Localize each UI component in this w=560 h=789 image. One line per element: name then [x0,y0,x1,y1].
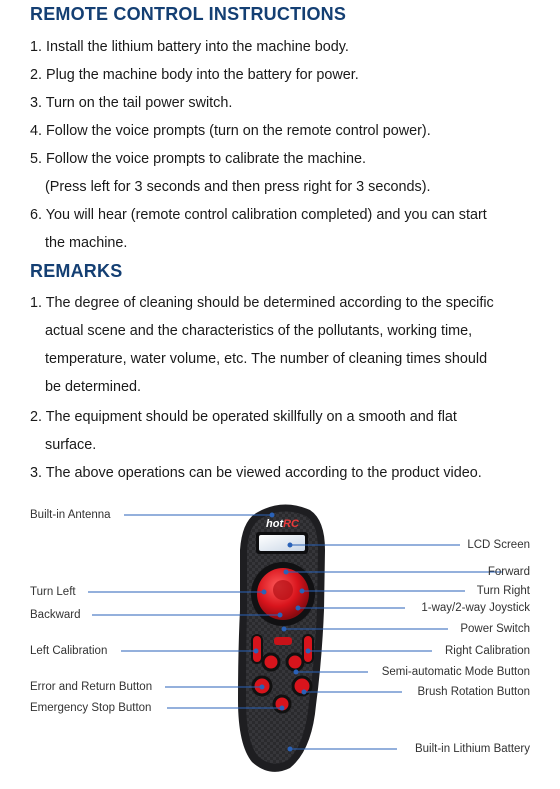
label-joystick: 1-way/2-way Joystick [421,602,530,614]
label-backward: Backward [30,609,81,621]
remark-1: 1. The degree of cleaning should be determined according to the specific [30,295,494,311]
instruction-step-4: 4. Follow the voice prompts (turn on the remote control power). [30,123,431,139]
remarks-heading: REMARKS [30,261,123,281]
button-top-left[interactable] [263,654,279,670]
instruction-step-5: 5. Follow the voice prompts to calibrate the machine. [30,151,366,167]
label-emergency-stop-button: Emergency Stop Button [30,702,152,714]
label-built-in-lithium-battery: Built-in Lithium Battery [414,743,530,755]
label-semi-auto-mode-button: Semi-automatic Mode Button [381,666,530,678]
instructions-heading: REMOTE CONTROL INSTRUCTIONS [30,4,347,24]
label-error-return-button: Error and Return Button [30,681,153,693]
label-lcd-screen: LCD Screen [467,539,530,551]
remark-2: 2. The equipment should be operated skillfully on a smooth and flat [30,409,457,425]
instruction-step-6: 6. You will hear (remote control calibration completed) and you can start [30,207,487,223]
instruction-step-1: 1. Install the lithium battery into the machine body. [30,39,349,55]
label-power-switch: Power Switch [460,623,530,635]
label-turn-left: Turn Left [30,586,76,598]
remark-3: 3. The above operations can be viewed according to the product video. [30,465,482,481]
instruction-step-2: 2. Plug the machine body into the battery for power. [30,67,359,83]
lcd-screen [259,535,305,551]
remark-1-cont-a: actual scene and the characteristics of the pollutants, working time, [45,323,473,339]
power-switch[interactable] [274,637,292,645]
label-forward: Forward [487,566,530,578]
remark-1-cont-b: temperature, water volume, etc. The number of cleaning times should [45,351,488,367]
brand-logo: hotRC [266,518,299,530]
instruction-step-5-note: (Press left for 3 seconds and then press right for 3 seconds). [45,179,431,195]
instruction-step-6-cont: the machine. [45,235,128,251]
label-built-in-antenna: Built-in Antenna [30,509,111,521]
remark-2-cont: surface. [45,437,97,453]
label-brush-rotation-button: Brush Rotation Button [417,686,530,698]
remark-1-cont-c: be determined. [45,379,141,395]
semi-auto-mode-button[interactable] [287,654,303,670]
label-right-calibration: Right Calibration [444,645,530,657]
label-left-calibration: Left Calibration [30,645,108,657]
instruction-step-3: 3. Turn on the tail power switch. [30,95,233,111]
label-turn-right: Turn Right [476,585,530,597]
